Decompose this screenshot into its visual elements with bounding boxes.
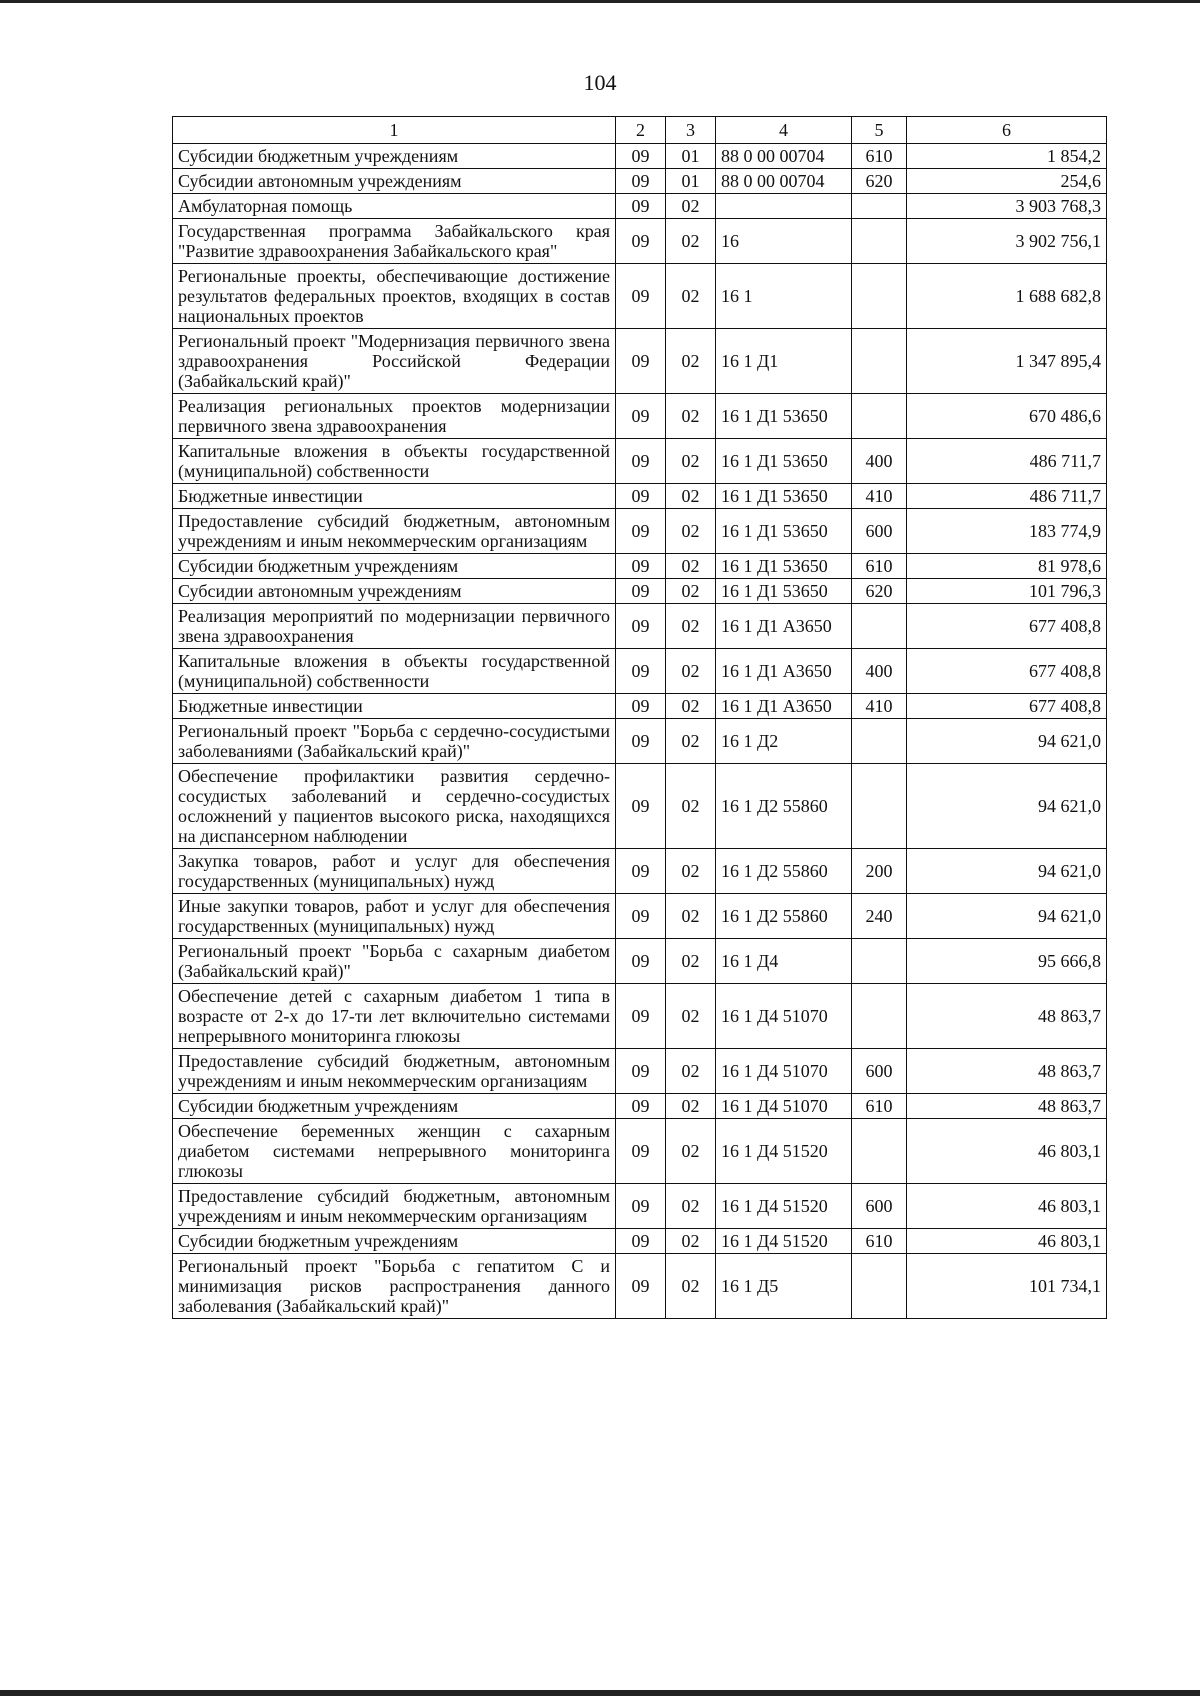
row-subsection-cell: 02 — [666, 939, 716, 984]
row-amount-cell: 1 347 895,4 — [907, 329, 1107, 394]
row-name-cell: Бюджетные инвестиции — [173, 484, 616, 509]
row-section-cell: 09 — [616, 264, 666, 329]
row-subsection-cell: 02 — [666, 1254, 716, 1319]
table-row — [173, 1094, 1107, 1119]
row-amount-cell: 101 796,3 — [907, 579, 1107, 604]
table-row — [173, 219, 1107, 264]
row-target-code-cell: 16 1 Д1 53650 — [716, 484, 852, 509]
table-row — [173, 1254, 1107, 1319]
row-name-cell: Предоставление субсидий бюджетным, автономным учреждениям и иным некоммерческим организациям — [173, 1049, 616, 1094]
row-expense-type-cell — [852, 264, 907, 329]
table-row — [173, 939, 1107, 984]
row-name-cell: Государственная программа Забайкальского края "Развитие здравоохранения Забайкальского края" — [173, 219, 616, 264]
row-name-cell: Региональный проект "Борьба с сердечно-сосудистыми заболеваниями (Забайкальский край)" — [173, 719, 616, 764]
row-target-code-cell: 16 1 Д1 53650 — [716, 554, 852, 579]
row-section-cell: 09 — [616, 849, 666, 894]
row-section-cell: 09 — [616, 694, 666, 719]
row-expense-type-cell — [852, 764, 907, 849]
row-amount-cell: 46 803,1 — [907, 1184, 1107, 1229]
row-section-cell: 09 — [616, 484, 666, 509]
scan-top-edge — [0, 0, 1200, 3]
row-target-code-cell: 88 0 00 00704 — [716, 169, 852, 194]
row-subsection-cell: 02 — [666, 264, 716, 329]
row-section-cell: 09 — [616, 554, 666, 579]
row-expense-type-cell — [852, 719, 907, 764]
row-subsection-cell: 02 — [666, 484, 716, 509]
row-name-cell: Закупка товаров, работ и услуг для обеспечения государственных (муниципальных) нужд — [173, 849, 616, 894]
table-row — [173, 144, 1107, 169]
row-expense-type-cell — [852, 1119, 907, 1184]
row-section-cell: 09 — [616, 219, 666, 264]
row-subsection-cell: 02 — [666, 194, 716, 219]
row-name-cell: Предоставление субсидий бюджетным, автономным учреждениям и иным некоммерческим организациям — [173, 509, 616, 554]
row-expense-type-cell — [852, 984, 907, 1049]
row-subsection-cell: 02 — [666, 604, 716, 649]
row-amount-cell: 1 688 682,8 — [907, 264, 1107, 329]
header-cell-1: 1 — [173, 117, 616, 144]
row-section-cell: 09 — [616, 579, 666, 604]
row-expense-type-cell: 600 — [852, 1049, 907, 1094]
header-cell-6: 6 — [907, 117, 1107, 144]
row-section-cell: 09 — [616, 1094, 666, 1119]
row-expense-type-cell — [852, 219, 907, 264]
row-section-cell: 09 — [616, 1254, 666, 1319]
row-section-cell: 09 — [616, 604, 666, 649]
row-section-cell: 09 — [616, 1049, 666, 1094]
row-target-code-cell: 16 1 Д1 А3650 — [716, 649, 852, 694]
row-name-cell: Капитальные вложения в объекты государственной (муниципальной) собственности — [173, 649, 616, 694]
row-target-code-cell: 16 1 Д4 51520 — [716, 1119, 852, 1184]
table-row — [173, 984, 1107, 1049]
row-name-cell: Бюджетные инвестиции — [173, 694, 616, 719]
row-amount-cell: 94 621,0 — [907, 719, 1107, 764]
row-subsection-cell: 01 — [666, 144, 716, 169]
row-amount-cell: 3 903 768,3 — [907, 194, 1107, 219]
row-target-code-cell: 16 1 Д1 А3650 — [716, 604, 852, 649]
row-name-cell: Субсидии бюджетным учреждениям — [173, 1094, 616, 1119]
table-row — [173, 694, 1107, 719]
row-subsection-cell: 02 — [666, 764, 716, 849]
row-section-cell: 09 — [616, 1229, 666, 1254]
row-subsection-cell: 02 — [666, 579, 716, 604]
row-target-code-cell: 16 1 Д1 53650 — [716, 394, 852, 439]
table-header-row — [173, 117, 1107, 144]
row-amount-cell: 486 711,7 — [907, 484, 1107, 509]
row-expense-type-cell: 610 — [852, 144, 907, 169]
row-subsection-cell: 02 — [666, 394, 716, 439]
table-row — [173, 1184, 1107, 1229]
row-amount-cell: 94 621,0 — [907, 849, 1107, 894]
row-expense-type-cell: 620 — [852, 579, 907, 604]
table-row — [173, 579, 1107, 604]
row-target-code-cell: 16 1 Д1 — [716, 329, 852, 394]
row-name-cell: Обеспечение профилактики развития сердечно-сосудистых заболеваний и сердечно-сосудистых осложнений у пациентов высокого риска, находящихся на диспансерном наблюдении — [173, 764, 616, 849]
row-subsection-cell: 02 — [666, 1094, 716, 1119]
table-row — [173, 604, 1107, 649]
row-amount-cell: 48 863,7 — [907, 1094, 1107, 1119]
row-name-cell: Реализация мероприятий по модернизации первичного звена здравоохранения — [173, 604, 616, 649]
row-target-code-cell: 16 1 Д4 — [716, 939, 852, 984]
row-target-code-cell: 16 1 Д1 53650 — [716, 439, 852, 484]
row-section-cell: 09 — [616, 194, 666, 219]
row-expense-type-cell: 600 — [852, 1184, 907, 1229]
row-expense-type-cell: 620 — [852, 169, 907, 194]
row-subsection-cell: 02 — [666, 219, 716, 264]
row-amount-cell: 486 711,7 — [907, 439, 1107, 484]
row-target-code-cell: 16 1 Д2 — [716, 719, 852, 764]
row-section-cell: 09 — [616, 144, 666, 169]
row-subsection-cell: 02 — [666, 694, 716, 719]
row-subsection-cell: 02 — [666, 509, 716, 554]
row-subsection-cell: 02 — [666, 1184, 716, 1229]
table-row — [173, 719, 1107, 764]
row-target-code-cell: 16 1 — [716, 264, 852, 329]
row-amount-cell: 95 666,8 — [907, 939, 1107, 984]
row-target-code-cell: 16 1 Д2 55860 — [716, 849, 852, 894]
row-expense-type-cell — [852, 394, 907, 439]
header-cell-3: 3 — [666, 117, 716, 144]
row-section-cell: 09 — [616, 329, 666, 394]
row-name-cell: Субсидии бюджетным учреждениям — [173, 554, 616, 579]
row-expense-type-cell — [852, 329, 907, 394]
row-amount-cell: 94 621,0 — [907, 894, 1107, 939]
row-subsection-cell: 02 — [666, 649, 716, 694]
row-target-code-cell: 16 1 Д4 51520 — [716, 1229, 852, 1254]
row-name-cell: Субсидии бюджетным учреждениям — [173, 1229, 616, 1254]
row-subsection-cell: 01 — [666, 169, 716, 194]
row-name-cell: Капитальные вложения в объекты государственной (муниципальной) собственности — [173, 439, 616, 484]
row-target-code-cell: 16 1 Д1 53650 — [716, 509, 852, 554]
row-target-code-cell: 16 1 Д2 55860 — [716, 764, 852, 849]
row-expense-type-cell: 200 — [852, 849, 907, 894]
row-name-cell: Субсидии автономным учреждениям — [173, 169, 616, 194]
table-row — [173, 649, 1107, 694]
header-cell-2: 2 — [616, 117, 666, 144]
row-section-cell: 09 — [616, 439, 666, 484]
row-expense-type-cell: 600 — [852, 509, 907, 554]
table-row — [173, 439, 1107, 484]
row-expense-type-cell: 410 — [852, 484, 907, 509]
row-amount-cell: 3 902 756,1 — [907, 219, 1107, 264]
row-expense-type-cell: 240 — [852, 894, 907, 939]
table-row — [173, 509, 1107, 554]
row-expense-type-cell: 610 — [852, 554, 907, 579]
row-amount-cell: 677 408,8 — [907, 694, 1107, 719]
table-row — [173, 894, 1107, 939]
header-cell-4: 4 — [716, 117, 852, 144]
row-amount-cell: 81 978,6 — [907, 554, 1107, 579]
row-name-cell: Обеспечение детей с сахарным диабетом 1 типа в возрасте от 2-х до 17-ти лет включительно системами непрерывного мониторинга глюкозы — [173, 984, 616, 1049]
table-row — [173, 484, 1107, 509]
row-expense-type-cell — [852, 939, 907, 984]
row-expense-type-cell: 400 — [852, 649, 907, 694]
header-cell-5: 5 — [852, 117, 907, 144]
table-row — [173, 1049, 1107, 1094]
row-name-cell: Реализация региональных проектов модернизации первичного звена здравоохранения — [173, 394, 616, 439]
row-section-cell: 09 — [616, 939, 666, 984]
row-section-cell: 09 — [616, 649, 666, 694]
row-amount-cell: 46 803,1 — [907, 1119, 1107, 1184]
row-amount-cell: 1 854,2 — [907, 144, 1107, 169]
row-expense-type-cell: 410 — [852, 694, 907, 719]
table-row — [173, 264, 1107, 329]
row-subsection-cell: 02 — [666, 984, 716, 1049]
row-subsection-cell: 02 — [666, 554, 716, 579]
row-expense-type-cell: 400 — [852, 439, 907, 484]
row-amount-cell: 101 734,1 — [907, 1254, 1107, 1319]
table-row — [173, 554, 1107, 579]
row-subsection-cell: 02 — [666, 1229, 716, 1254]
row-name-cell: Предоставление субсидий бюджетным, автономным учреждениям и иным некоммерческим организациям — [173, 1184, 616, 1229]
row-subsection-cell: 02 — [666, 439, 716, 484]
row-name-cell: Региональные проекты, обеспечивающие достижение результатов федеральных проектов, входящих в состав национальных проектов — [173, 264, 616, 329]
table-row — [173, 1229, 1107, 1254]
row-amount-cell: 677 408,8 — [907, 649, 1107, 694]
row-target-code-cell: 88 0 00 00704 — [716, 144, 852, 169]
row-target-code-cell: 16 1 Д4 51070 — [716, 984, 852, 1049]
row-subsection-cell: 02 — [666, 849, 716, 894]
row-target-code-cell — [716, 194, 852, 219]
row-name-cell: Обеспечение беременных женщин с сахарным диабетом системами непрерывного мониторинга глюкозы — [173, 1119, 616, 1184]
table-row — [173, 764, 1107, 849]
row-name-cell: Субсидии бюджетным учреждениям — [173, 144, 616, 169]
row-expense-type-cell — [852, 1254, 907, 1319]
row-amount-cell: 46 803,1 — [907, 1229, 1107, 1254]
table-row — [173, 849, 1107, 894]
row-target-code-cell: 16 1 Д5 — [716, 1254, 852, 1319]
table-row — [173, 194, 1107, 219]
row-expense-type-cell — [852, 604, 907, 649]
row-section-cell: 09 — [616, 764, 666, 849]
row-name-cell: Региональный проект "Борьба с гепатитом С и минимизация рисков распространения данного заболевания (Забайкальский край)" — [173, 1254, 616, 1319]
row-target-code-cell: 16 1 Д1 53650 — [716, 579, 852, 604]
row-section-cell: 09 — [616, 1184, 666, 1229]
row-subsection-cell: 02 — [666, 894, 716, 939]
row-name-cell: Субсидии автономным учреждениям — [173, 579, 616, 604]
row-name-cell: Региональный проект "Борьба с сахарным диабетом (Забайкальский край)" — [173, 939, 616, 984]
row-name-cell: Региональный проект "Модернизация первичного звена здравоохранения Российской Федерации (Забайкальский край)" — [173, 329, 616, 394]
row-subsection-cell: 02 — [666, 1049, 716, 1094]
budget-table — [172, 116, 1107, 1319]
scan-bottom-edge — [0, 1690, 1200, 1696]
table-row — [173, 394, 1107, 439]
row-section-cell: 09 — [616, 509, 666, 554]
row-amount-cell: 183 774,9 — [907, 509, 1107, 554]
table-row — [173, 1119, 1107, 1184]
row-target-code-cell: 16 1 Д2 55860 — [716, 894, 852, 939]
row-target-code-cell: 16 1 Д4 51520 — [716, 1184, 852, 1229]
row-section-cell: 09 — [616, 719, 666, 764]
row-subsection-cell: 02 — [666, 329, 716, 394]
row-amount-cell: 48 863,7 — [907, 984, 1107, 1049]
row-amount-cell: 677 408,8 — [907, 604, 1107, 649]
row-subsection-cell: 02 — [666, 1119, 716, 1184]
row-target-code-cell: 16 1 Д4 51070 — [716, 1049, 852, 1094]
row-amount-cell: 94 621,0 — [907, 764, 1107, 849]
row-section-cell: 09 — [616, 169, 666, 194]
page-number: 104 — [583, 70, 617, 95]
row-expense-type-cell: 610 — [852, 1094, 907, 1119]
row-amount-cell: 48 863,7 — [907, 1049, 1107, 1094]
table-row — [173, 329, 1107, 394]
row-section-cell: 09 — [616, 394, 666, 439]
row-section-cell: 09 — [616, 894, 666, 939]
row-expense-type-cell: 610 — [852, 1229, 907, 1254]
row-amount-cell: 254,6 — [907, 169, 1107, 194]
row-expense-type-cell — [852, 194, 907, 219]
row-subsection-cell: 02 — [666, 719, 716, 764]
row-section-cell: 09 — [616, 984, 666, 1049]
row-amount-cell: 670 486,6 — [907, 394, 1107, 439]
row-name-cell: Амбулаторная помощь — [173, 194, 616, 219]
row-target-code-cell: 16 1 Д1 А3650 — [716, 694, 852, 719]
row-section-cell: 09 — [616, 1119, 666, 1184]
row-target-code-cell: 16 — [716, 219, 852, 264]
row-target-code-cell: 16 1 Д4 51070 — [716, 1094, 852, 1119]
table-row — [173, 169, 1107, 194]
row-name-cell: Иные закупки товаров, работ и услуг для обеспечения государственных (муниципальных) нужд — [173, 894, 616, 939]
